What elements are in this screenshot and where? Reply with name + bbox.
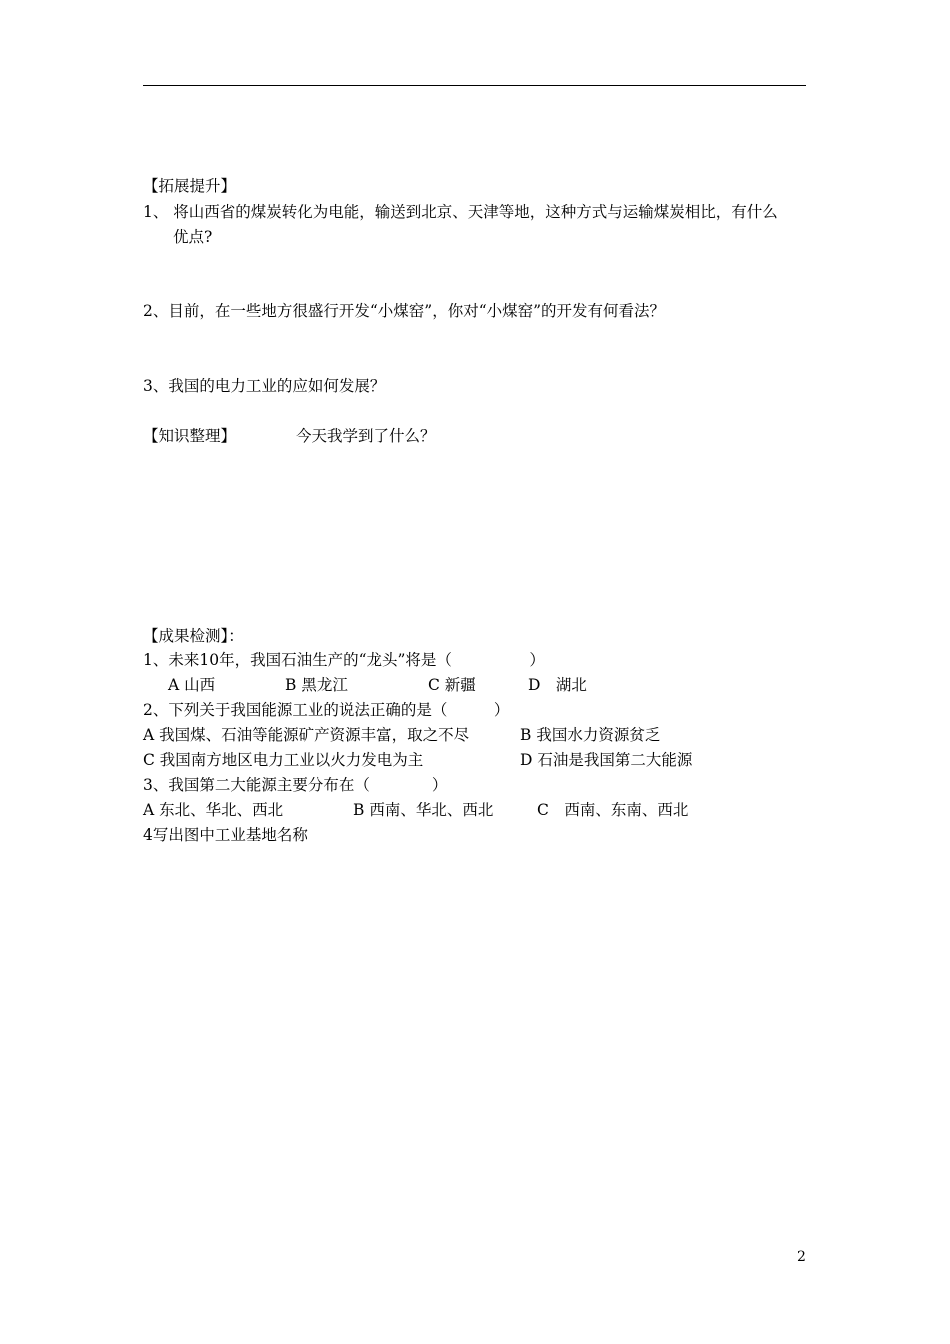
knowledge-heading: 【知识整理】 [143,427,237,445]
test-q1-option-c: C 新疆 [428,676,476,694]
test-q3-option-c: C 西南、东南、西北 [537,801,689,819]
test-heading: 【成果检测】： [143,627,244,645]
test-question-2: 2、下列关于我国能源工业的说法正确的是（ ） [143,701,510,719]
test-q1-option-d: D 湖北 [528,676,587,694]
test-q2-option-c: C 我国南方地区电力工业以火力发电为主 [143,751,424,769]
test-q3-option-a: A 东北、华北、西北 [143,801,284,819]
test-question-4: 4写出图中工业基地名称 [143,826,308,844]
test-question-1: 1、未来10年，我国石油生产的“龙头”将是（ ） [143,651,545,669]
test-question-3: 3、我国第二大能源主要分布在（ ） [143,776,448,794]
header-rule [143,85,806,86]
page-number: 2 [797,1249,806,1265]
test-q3-option-b: B 西南、华北、西北 [353,801,494,819]
extend-heading: 【拓展提升】 [143,177,237,195]
extend-question-2: 2、目前，在一些地方很盛行开发“小煤窑”，你对“小煤窑”的开发有何看法？ [143,302,666,320]
extend-question-1-line-1: 1、 将山西省的煤炭转化为电能，输送到北京、天津等地，这种方式与运输煤炭相比，有什么 [143,203,778,221]
test-q2-option-a: A 我国煤、石油等能源矿产资源丰富，取之不尽 [143,726,470,744]
extend-question-1-line-2: 优点? [173,228,213,246]
test-q1-option-b: B 黑龙江 [285,676,348,694]
test-q2-option-b: B 我国水力资源贫乏 [520,726,661,744]
extend-question-3: 3、我国的电力工业的应如何发展？ [143,377,386,395]
knowledge-prompt: 今天我学到了什么？ [296,427,436,445]
test-q2-option-d: D 石油是我国第二大能源 [520,751,693,769]
test-q1-option-a: A 山西 [168,676,216,694]
